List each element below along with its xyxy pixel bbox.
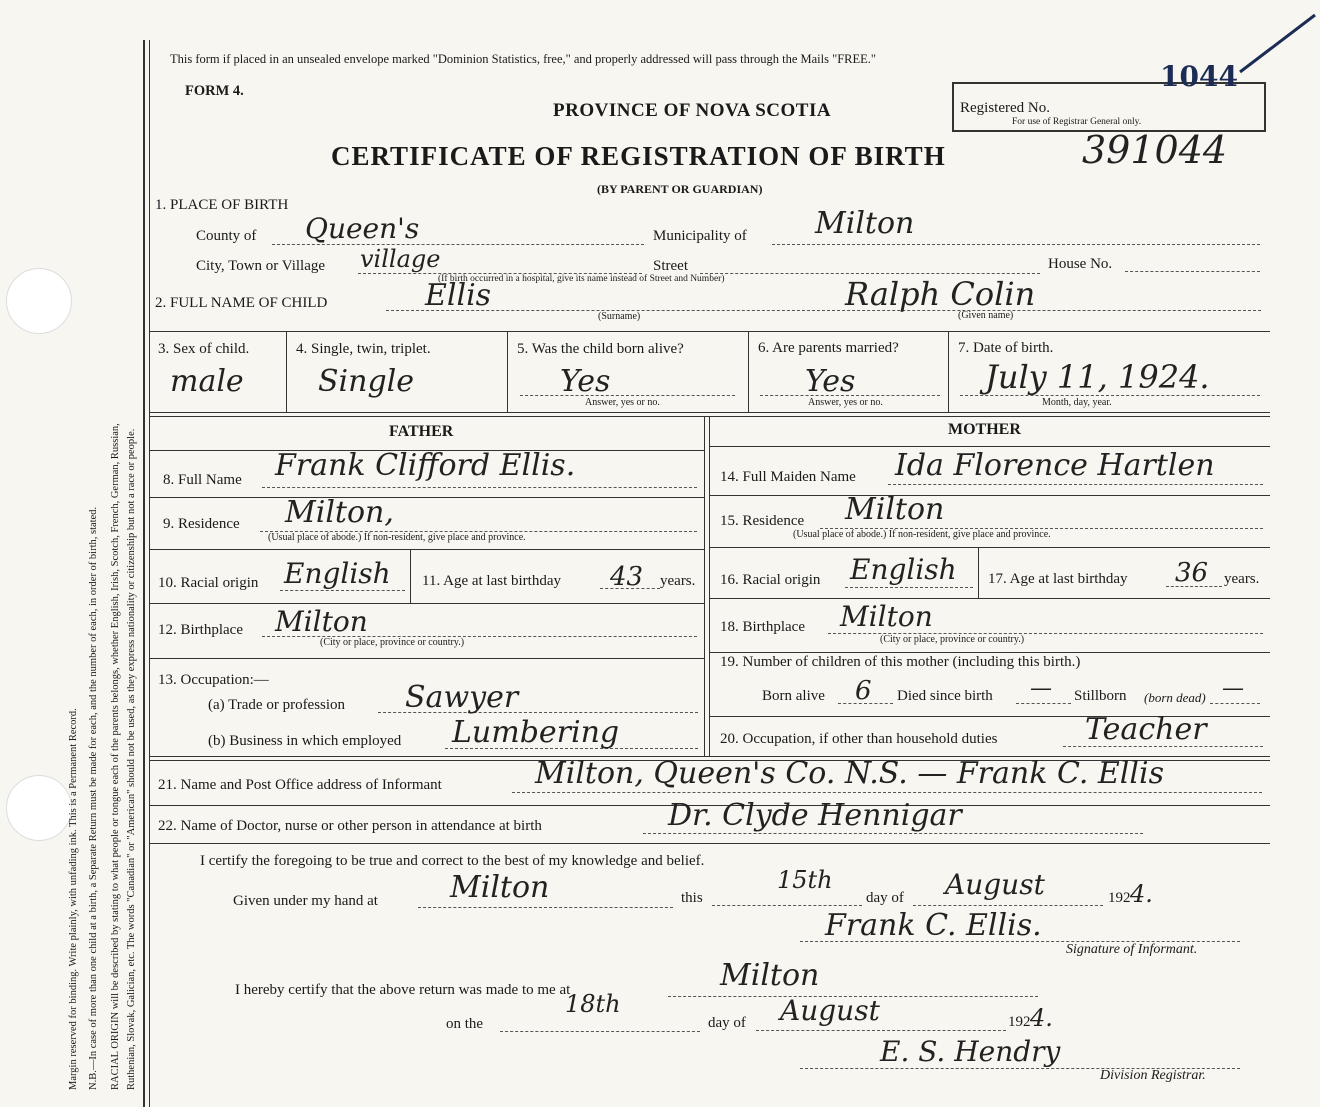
child-name-underline (386, 310, 1261, 311)
rule-m-age-divider (978, 547, 979, 598)
father-birthplace-label: 12. Birthplace (158, 622, 243, 638)
father-business: Lumbering (452, 715, 620, 750)
child-given-name: Ralph Colin (845, 275, 1036, 313)
registrar-signature: E. S. Hendry (880, 1035, 1061, 1068)
margin-instructions (0, 0, 160, 1107)
margin-border-inner (149, 40, 150, 1107)
hospital-note: (If birth occurred in a hospital, give its name instead of Street and Number) (438, 274, 725, 284)
father-age-label: 11. Age at last birthday (422, 573, 561, 589)
mother-birthplace: Milton (840, 600, 933, 633)
mother-residence-note: (Usual place of abode.) If non-resident, give place and province. (793, 529, 1051, 540)
form-number: FORM 4. (185, 83, 244, 99)
mother-heading: MOTHER (948, 421, 1021, 438)
father-race-underline (280, 590, 405, 591)
rule-f3 (149, 549, 704, 550)
informant-label: 21. Name and Post Office address of Informant (158, 777, 442, 793)
municipality-label: Municipality of (653, 228, 747, 244)
registrar-day-of-label: day of (708, 1015, 746, 1031)
place-of-birth-label: 1. PLACE OF BIRTH (155, 197, 289, 213)
given-name-caption: (Given name) (958, 310, 1014, 321)
mother-years-label: years. (1224, 571, 1260, 587)
rule-f4 (149, 603, 704, 604)
city-value: village (360, 245, 441, 273)
county-value: Queen's (305, 212, 420, 245)
province-heading: PROVINCE OF NOVA SCOTIA (553, 100, 832, 121)
child-surname: Ellis (425, 278, 492, 313)
father-residence-label: 9. Residence (163, 516, 240, 532)
mother-occupation: Teacher (1085, 712, 1207, 747)
given-place: Milton (450, 870, 550, 905)
given-month-underline (913, 905, 1103, 906)
registrar-year-suffix: 4. (1030, 1004, 1053, 1032)
mother-name: Ida Florence Hartlen (895, 448, 1215, 483)
father-heading: FATHER (389, 423, 454, 440)
rule-f2 (149, 497, 704, 498)
registrar-signature-label: Division Registrar. (1100, 1068, 1206, 1083)
surname-caption: (Surname) (598, 311, 641, 322)
father-birthplace: Milton (275, 605, 368, 638)
trade-label: (a) Trade or profession (208, 697, 346, 713)
born-alive-value: 6 (855, 676, 872, 706)
rule-col-1 (286, 331, 287, 412)
given-label: Given under my hand at (233, 893, 378, 909)
registered-no-label: Registered No. (960, 100, 1050, 116)
single-value: Single (318, 364, 415, 399)
married-label: 6. Are parents married? (758, 340, 899, 356)
mother-residence: Milton (845, 492, 945, 527)
page-subtitle: (BY PARENT OR GUARDIAN) (597, 182, 763, 196)
city-label: City, Town or Village (196, 258, 326, 274)
rule-m4 (709, 598, 1270, 599)
margin-line-3: RACIAL ORIGIN will be described by stating to what people or tongue each of the parents belongs, whether English, Irish, Scotch, French, German, Russian, (110, 423, 121, 1090)
died-label: Died since birth (897, 688, 993, 704)
rule-col-3 (748, 331, 749, 412)
mother-birthplace-note: (City or place, province or country.) (880, 634, 1025, 645)
child-name-label: 2. FULL NAME OF CHILD (155, 295, 328, 311)
stillborn-label: Stillborn (1074, 688, 1127, 704)
given-day: 15th (777, 866, 833, 894)
pen-mark-icon (1235, 10, 1320, 80)
mother-age-label: 17. Age at last birthday (988, 571, 1128, 587)
on-the-label: on the (446, 1016, 484, 1032)
alive-value: Yes (560, 364, 611, 399)
given-year-suffix: 4. (1130, 880, 1153, 908)
rule-doctor (149, 843, 1270, 844)
rule-row3-top (149, 331, 1270, 332)
registrar-month-underline (756, 1030, 1006, 1031)
mother-birthplace-label: 18. Birthplace (720, 619, 805, 635)
registrar-day-underline (500, 1031, 700, 1032)
mother-race: English (850, 553, 957, 586)
informant-value: Milton, Queen's Co. N.S. — Frank C. Ellis (535, 756, 1164, 791)
married-underline (760, 395, 940, 396)
certify-statement: I certify the foregoing to be true and correct to the best of my knowledge and belief. (200, 853, 705, 869)
father-age: 43 (610, 562, 644, 592)
father-mother-divider-2 (709, 416, 710, 756)
father-birthplace-note: (City or place, province or country.) (320, 637, 465, 648)
mother-race-underline (845, 587, 973, 588)
stillborn-underline (1210, 703, 1260, 704)
stillborn-value: — (1222, 676, 1244, 701)
registrar-year-prefix: 192 (1008, 1014, 1031, 1030)
single-label: 4. Single, twin, triplet. (296, 341, 431, 357)
sex-value: male (170, 364, 244, 399)
father-name-label: 8. Full Name (163, 472, 242, 488)
mother-age: 36 (1175, 558, 1209, 588)
father-name: Frank Clifford Ellis. (275, 448, 576, 483)
informant-underline (512, 792, 1262, 793)
father-residence: Milton, (285, 495, 394, 530)
mother-name-label: 14. Full Maiden Name (720, 469, 856, 485)
given-month: August (945, 868, 1045, 901)
business-label: (b) Business in which employed (208, 733, 402, 749)
father-years-label: years. (660, 573, 696, 589)
margin-line-4: Ruthenian, Slovak, Galician, etc. The words "Canadian" or "American" should not be used, as they express nationality or citizenship but not a race or people. (126, 428, 137, 1090)
mother-occupation-label: 20. Occupation, if other than household duties (720, 731, 998, 747)
mother-name-underline (888, 484, 1263, 485)
municipality-value: Milton (815, 206, 915, 241)
date-label: 7. Date of birth. (958, 340, 1054, 356)
registrar-day: 18th (565, 990, 621, 1018)
municipality-underline (772, 244, 1260, 245)
father-name-underline (262, 487, 697, 488)
given-year-prefix: 192 (1108, 890, 1131, 906)
date-value: July 11, 1924. (985, 358, 1210, 396)
date-underline (960, 395, 1260, 396)
margin-line-1: Margin reserved for binding. Write plainly, with unfading ink. This is a Permanent Record. (68, 708, 79, 1090)
this-label: this (681, 890, 703, 906)
street-underline (700, 273, 1040, 274)
died-underline (1016, 703, 1071, 704)
given-day-underline (712, 905, 862, 906)
alive-label: 5. Was the child born alive? (517, 341, 684, 357)
registrar-place: Milton (720, 958, 820, 993)
alive-note: Answer, yes or no. (585, 397, 660, 408)
given-day-of-label: day of (866, 890, 904, 906)
father-trade: Sawyer (405, 680, 519, 715)
died-value: — (1030, 676, 1052, 701)
married-value: Yes (805, 364, 856, 399)
married-note: Answer, yes or no. (808, 397, 883, 408)
registered-no-value: 1044 (1160, 60, 1238, 93)
margin-border (143, 40, 145, 1107)
county-label: County of (196, 228, 257, 244)
children-label: 19. Number of children of this mother (including this birth.) (720, 654, 1081, 670)
alive-underline (520, 395, 735, 396)
rule-m2 (709, 495, 1270, 496)
mail-notice: This form if placed in an unsealed envelope marked "Dominion Statistics, free," and properly addressed will pass through the Mails "FREE." (170, 52, 877, 66)
date-note: Month, day, year. (1042, 397, 1112, 408)
rule-m5 (709, 652, 1270, 653)
father-occupation-label: 13. Occupation:— (158, 672, 269, 688)
margin-line-2: N.B.—In case of more than one child at a birth, a Separate Return must be made for each, and the number of each, in order of birth, stated. (88, 506, 99, 1090)
house-no-label: House No. (1048, 256, 1113, 272)
rule-f5 (149, 658, 704, 659)
doctor-value: Dr. Clyde Hennigar (668, 798, 962, 833)
father-race-label: 10. Racial origin (158, 575, 259, 591)
rule-row3-bottom (149, 412, 1270, 413)
sex-label: 3. Sex of child. (158, 341, 250, 357)
doctor-underline (643, 833, 1143, 834)
rule-m3 (709, 547, 1270, 548)
father-residence-note: (Usual place of abode.) If non-resident, give place and province. (268, 532, 526, 543)
informant-signature-label: Signature of Informant. (1066, 942, 1198, 957)
stillborn-note: (born dead) (1144, 690, 1206, 705)
mother-residence-label: 15. Residence (720, 513, 805, 529)
father-race: English (284, 557, 391, 590)
registrar-statement: I hereby certify that the above return was made to me at (235, 982, 571, 998)
mother-race-label: 16. Racial origin (720, 572, 821, 588)
street-label: Street (653, 258, 688, 274)
rule-m1 (709, 446, 1270, 447)
rule-col-2 (507, 331, 508, 412)
rule-col-4 (948, 331, 949, 412)
born-alive-label: Born alive (762, 688, 825, 704)
registered-no-note: For use of Registrar General only. (1012, 117, 1142, 127)
house-no-underline (1125, 271, 1260, 272)
given-place-underline (418, 907, 673, 908)
father-mother-divider (704, 416, 705, 756)
registrar-month: August (780, 994, 880, 1027)
doctor-label: 22. Name of Doctor, nurse or other person in attendance at birth (158, 818, 542, 834)
page-title: CERTIFICATE OF REGISTRATION OF BIRTH (331, 141, 946, 171)
certificate-number: 391044 (1082, 128, 1228, 172)
rule-f-age-divider (410, 549, 411, 603)
informant-signature: Frank C. Ellis. (825, 908, 1042, 943)
